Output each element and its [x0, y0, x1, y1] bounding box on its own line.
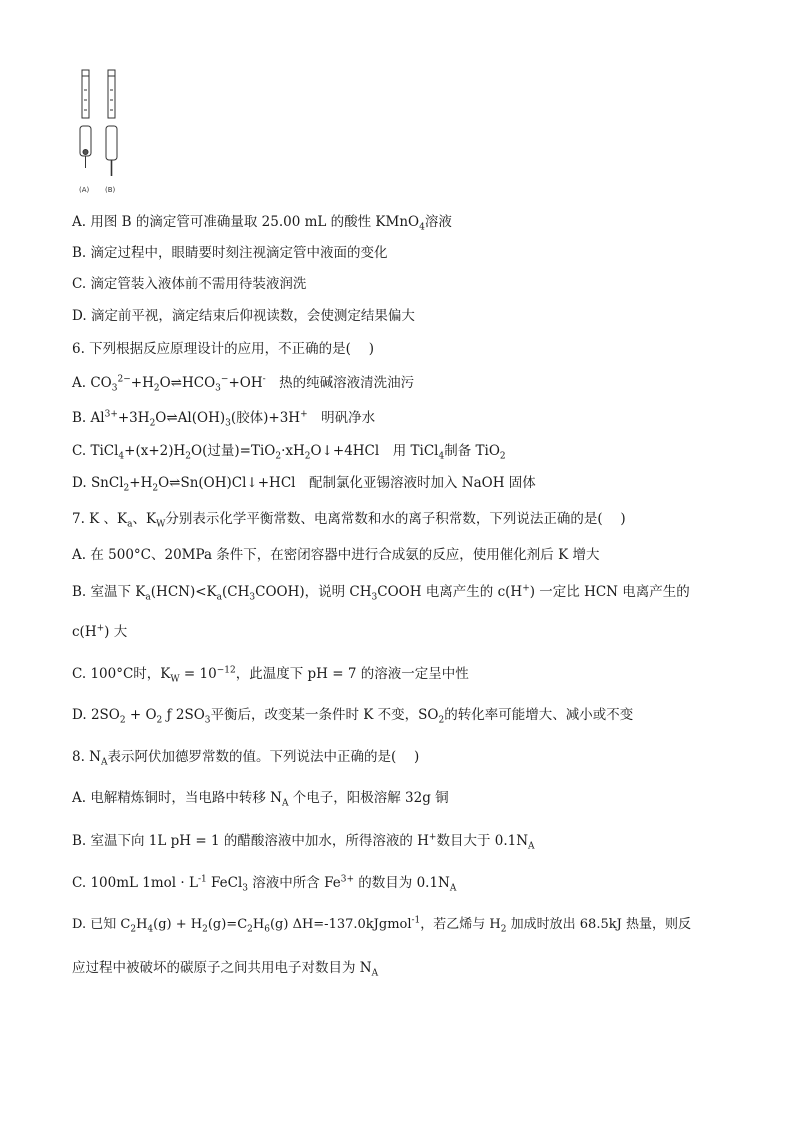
q5-option-c: C. 滴定管装入液体前不需用待装液润洗 — [72, 276, 307, 292]
figure-label-a: (A) — [79, 186, 90, 194]
q8-option-d: D. 已知 $C_2H_4(g) + H_2(g)=C_2H_6(g)$ ΔH=-137.0kJgmol$^{-1}$，若乙烯与 $H_2$ 加成时放出 68.5kJ 热量，则反 — [72, 915, 691, 935]
q7-option-a: A. 在 500°C、20MPa 条件下，在密闭容器中进行合成氨的反应，使用催化剂后 K 增大 — [72, 547, 600, 563]
q7-option-b-line2: c(H+) 大 — [72, 623, 128, 640]
q8-option-c: C. 100mL $1mol \cdot L^{-1}$ FeCl$_3$ 溶液中所含 $Fe^{3+}$ 的数目为 $0.1N_A$ — [72, 874, 457, 894]
burette-figure — [70, 66, 130, 198]
q6-option-d: D. $SnCl_2+H_2O\rightleftharpoons Sn(OH)Cl↓+HCl$ 配制氯化亚锡溶液时加入 NaOH 固体 — [72, 475, 536, 494]
q6-option-b: B. $Al^{3+}+3H_2O\rightleftharpoons Al(OH)_3$(胶体)+3H+ 明矾净水 — [72, 409, 376, 429]
burette-b-icon — [106, 70, 117, 176]
q5-option-a: A. 用图 B 的滴定管可准确量取 25.00 mL 的酸性 KMnO$_4$溶液 — [72, 214, 452, 233]
q8-option-b: B. 室温下向 1L pH = 1 的醋酸溶液中加水，所得溶液的 H+数目大于 $0.1N_A$ — [72, 832, 535, 852]
q7-stem: 7. K 、$K_a$、$K_W$分别表示化学平衡常数、电离常数和水的离子积常数，下列说法正确的是( ) — [72, 511, 626, 530]
q6-option-a: A. $CO_3^{2-}+H_2O\rightleftharpoons HCO_3^-+OH^-$ 热的纯碱溶液清洗油污 — [72, 374, 415, 394]
q7-option-c: C. 100°C时，$K_W = 10^{-12}$，此温度下 pH = 7 的溶液一定呈中性 — [72, 665, 469, 685]
burette-a-icon — [80, 70, 91, 168]
q7-option-d: D. $2SO_2 + O_2$ ƒ $2SO_3$平衡后，改变某一条件时 K 不变，$SO_2$的转化率可能增大、减小或不变 — [72, 707, 634, 726]
q8-stem: 8. $N_A$表示阿伏加德罗常数的值。下列说法中正确的是( ) — [72, 749, 420, 768]
q8-option-d-line2: 应过程中被破坏的碳原子之间共用电子对数目为 $N_A$ — [72, 960, 379, 979]
q5-option-b: B. 滴定过程中，眼睛要时刻注视滴定管中液面的变化 — [72, 245, 388, 261]
q5-option-d: D. 滴定前平视，滴定结束后仰视读数，会使测定结果偏大 — [72, 308, 415, 324]
q7-option-b: B. 室温下 $K_a(HCN)<K_a(CH_3COOH)$，说明 $CH_3COOH$ 电离产生的 c(H+) 一定比 HCN 电离产生的 — [72, 583, 690, 603]
q6-option-c: C. $TiCl_4+(x+2)H_2O$(过量)$=TiO_2\cdot xH_2O↓+4HCl$ 用 TiCl$_4$制备 TiO$_2$ — [72, 443, 506, 462]
q8-option-a: A. 电解精炼铜时，当电路中转移 $N_A$ 个电子，阳极溶解 32g 铜 — [72, 790, 449, 809]
figure-label-b: (B) — [105, 186, 116, 194]
q6-stem: 6. 下列根据反应原理设计的应用，不正确的是( ) — [72, 341, 374, 357]
